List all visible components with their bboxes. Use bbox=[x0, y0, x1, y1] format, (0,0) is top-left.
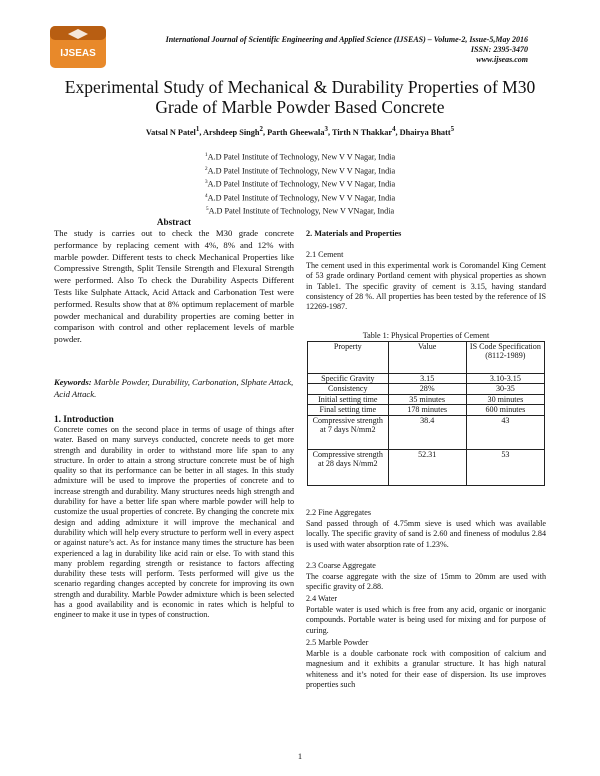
affiliation bbox=[100, 204, 500, 218]
table-row bbox=[308, 374, 545, 384]
issn: ISSN: 2395-3470 bbox=[470, 45, 528, 54]
table-cell: 30-35 bbox=[466, 384, 544, 394]
affiliation-text: A.D Patel Institute of Technology, New V V Nagar, India bbox=[207, 193, 396, 203]
author-name: Parth Gheewala bbox=[267, 127, 325, 137]
introduction-text: Concrete comes on the second place in terms of usage of things after water. Based on many surveys conducted, concrete needs to get more strength and durability in order to withstand more life span to any structure. In order to attain a strong structure concrete must be of high quality so that its performance can be better in all stages. In this study admixture will be used to improve the properties of concrete and to increase strength and durability. Many structures needs high strength and durability for have a better life span where marble powder will help to customize the usual properties of concrete. By changing the concrete mix design and adding admixture it will improve the mechanical and durability which will help every structure to perform well in every aspect or against nature’s act. As for instance many times the structure has been experienced a lag in durability like acid rain or else. To with stand this many problem regarding strength or resistance to factors affecting durability these tests will perform. Tests performed will give us the scenario regarding changes accepted by concrete for improving its own strength and durability. Marble Powder admixture which is been selected has a good availability and is economic in rates which is helpful to engineer to make it use in types of construction. bbox=[54, 425, 294, 620]
table-cell: Initial setting time bbox=[308, 394, 389, 404]
author-name: Vatsal N Patel bbox=[145, 127, 196, 137]
fine-aggregate-heading: 2.2 Fine Aggregates bbox=[306, 508, 371, 517]
table-cell: 3.15 bbox=[388, 374, 466, 384]
marble-powder-heading: 2.5 Marble Powder bbox=[306, 638, 369, 647]
paper-title bbox=[40, 77, 560, 117]
journal-line: International Journal of Scientific Engineering and Applied Science (IJSEAS) – Volume-2, Issue-5,May 2016 bbox=[165, 35, 528, 44]
table-caption: Table 1: Physical Properties of Cement bbox=[362, 331, 490, 340]
affiliation-sup: 1 bbox=[204, 152, 208, 158]
table-row bbox=[308, 405, 545, 415]
table-cell: 28% bbox=[388, 384, 466, 394]
table-cell: 38.4 bbox=[388, 415, 466, 449]
table-cell: Specific Gravity bbox=[308, 374, 389, 384]
logo-mark bbox=[48, 24, 108, 70]
table-row bbox=[308, 415, 545, 449]
affiliation bbox=[100, 191, 500, 205]
abstract-heading: Abstract bbox=[156, 217, 192, 227]
journal-header bbox=[108, 35, 528, 65]
affiliation-list bbox=[100, 150, 500, 218]
affiliation-text: A.D Patel Institute of Technology, New V V Nagar, India bbox=[207, 166, 396, 176]
table-cell: 53 bbox=[466, 449, 544, 485]
table-cell: 52.31 bbox=[388, 449, 466, 485]
table-header-cell: Value bbox=[388, 342, 466, 374]
coarse-aggregate-heading: 2.3 Coarse Aggregate bbox=[306, 561, 376, 570]
table-header-row bbox=[308, 342, 545, 374]
author-sup: 1 bbox=[195, 126, 200, 133]
keywords bbox=[54, 377, 294, 401]
affiliation-sup: 4 bbox=[204, 192, 208, 199]
table-cell: 30 minutes bbox=[466, 394, 544, 404]
table-cell: 35 minutes bbox=[388, 394, 466, 404]
affiliation bbox=[100, 177, 500, 191]
author-sup: 4 bbox=[392, 126, 396, 133]
page-number: 1 bbox=[297, 751, 303, 761]
author-sup: 3 bbox=[324, 126, 328, 133]
table-header-cell: IS Code Specification (8112-1989) bbox=[466, 342, 544, 374]
table-cell: 43 bbox=[466, 415, 544, 449]
cement-heading: 2.1 Cement bbox=[306, 250, 344, 259]
logo-text: IJSEAS bbox=[60, 48, 96, 59]
abstract-text: The study is carries out to check the M30 grade concrete performance by replacing cement with 4%, 8% and 12% with marble powder. Different tests to check Mechanical Properties like Compressive Strength, Split Tensile Strength and Flexural Strength were performed. Also To check the Durability Aspects Different Tests like Sulphate Attack, Acid Attack and Carbonation Test were performed. Results show that at 8% optimum replacement of marble powder mechanical and durability properties are coming better in comparison with control and other replacement levels of marble powder. bbox=[54, 228, 294, 345]
cement-text: The cement used in this experimental work is Coromandel King Cement of 53 grade ordinary Portland cement with physical properties as shown in Table1. The specific gravity of cement is 3.15, having standard consistency of 28 %. All properties has been tested by the reference of IS 12269-1987. bbox=[306, 261, 546, 312]
journal-website: www.ijseas.com bbox=[476, 55, 528, 64]
table-row bbox=[308, 384, 545, 394]
table-cell: Compressive strength at 7 days N/mm2 bbox=[308, 415, 389, 449]
table-cell: Consistency bbox=[308, 384, 389, 394]
water-heading: 2.4 Water bbox=[306, 594, 338, 603]
author-name: Tirth N Thakkar bbox=[331, 127, 393, 137]
table-row bbox=[308, 394, 545, 404]
affiliation-text: A.D Patel Institute of Technology, New V VNagar, India bbox=[208, 206, 395, 216]
affiliation-text: A.D Patel Institute of Technology, New V V Nagar, India bbox=[207, 152, 396, 162]
table-cell: 178 minutes bbox=[388, 405, 466, 415]
table-cell: 3.10-3.15 bbox=[466, 374, 544, 384]
author-name: Arshdeep Singh bbox=[203, 127, 260, 137]
fine-aggregate-text: Sand passed through of 4.75mm sieve is used which was available locally. The specific gravity of sand is 2.60 and fineness of modulus 2.84 is used with water absorption rate of 1.23%. bbox=[306, 519, 546, 549]
keywords-text: Marble Powder, Durability, Carbonation, Slphate Attack, Acid Attack. bbox=[54, 377, 294, 399]
water-text: Portable water is used which is free from any acid, organic or inorganic compounds. Portable water is being used for mixing and for purpose of curing. bbox=[306, 605, 546, 635]
author-sup: 5 bbox=[450, 126, 455, 133]
table-cell: Final setting time bbox=[308, 405, 389, 415]
coarse-aggregate-text: The coarse aggregate with the size of 15mm to 20mm are used with specific gravity of 2.88. bbox=[306, 572, 546, 592]
table-cell: Compressive strength at 28 days N/mm2 bbox=[308, 449, 389, 485]
author-sup: 2 bbox=[259, 126, 263, 133]
affiliation-sup: 3 bbox=[204, 179, 208, 186]
marble-powder-text: Marble is a double carbonate rock with composition of calcium and magnesium and it exhibits a granular structure. It has high natural whiteness and it’s noted for their ease of dispersion. Its use improves properties such bbox=[306, 649, 546, 689]
journal-logo bbox=[48, 24, 108, 70]
materials-heading: 2. Materials and Properties bbox=[306, 229, 402, 238]
affiliation-text: A.D Patel Institute of Technology, New V V Nagar, India bbox=[207, 179, 396, 189]
affiliation-sup: 5 bbox=[205, 206, 209, 213]
title-line-1: Experimental Study of Mechanical & Durability Properties of M30 bbox=[64, 77, 536, 97]
table-header-cell: Property bbox=[308, 342, 389, 374]
introduction-heading: 1. Introduction bbox=[54, 415, 114, 425]
author-name: Dhairya Bhatt bbox=[399, 127, 451, 137]
table-cell: 600 minutes bbox=[466, 405, 544, 415]
author-list: Vatsal N Patel$^1$, Arshdeep Singh$^2$, Parth Gheewala$^3$, Tirth N Thakkar$^4$, Dhairya Bhatt$^5$ bbox=[145, 126, 455, 137]
keywords-label: Keywords: bbox=[54, 377, 92, 387]
affiliation-sup: 2 bbox=[204, 165, 208, 172]
table-row bbox=[308, 449, 545, 485]
title-line-2: Grade of Marble Powder Based Concrete bbox=[155, 97, 445, 117]
affiliation bbox=[100, 164, 500, 178]
affiliation bbox=[100, 150, 500, 164]
cement-properties-table bbox=[307, 341, 545, 486]
